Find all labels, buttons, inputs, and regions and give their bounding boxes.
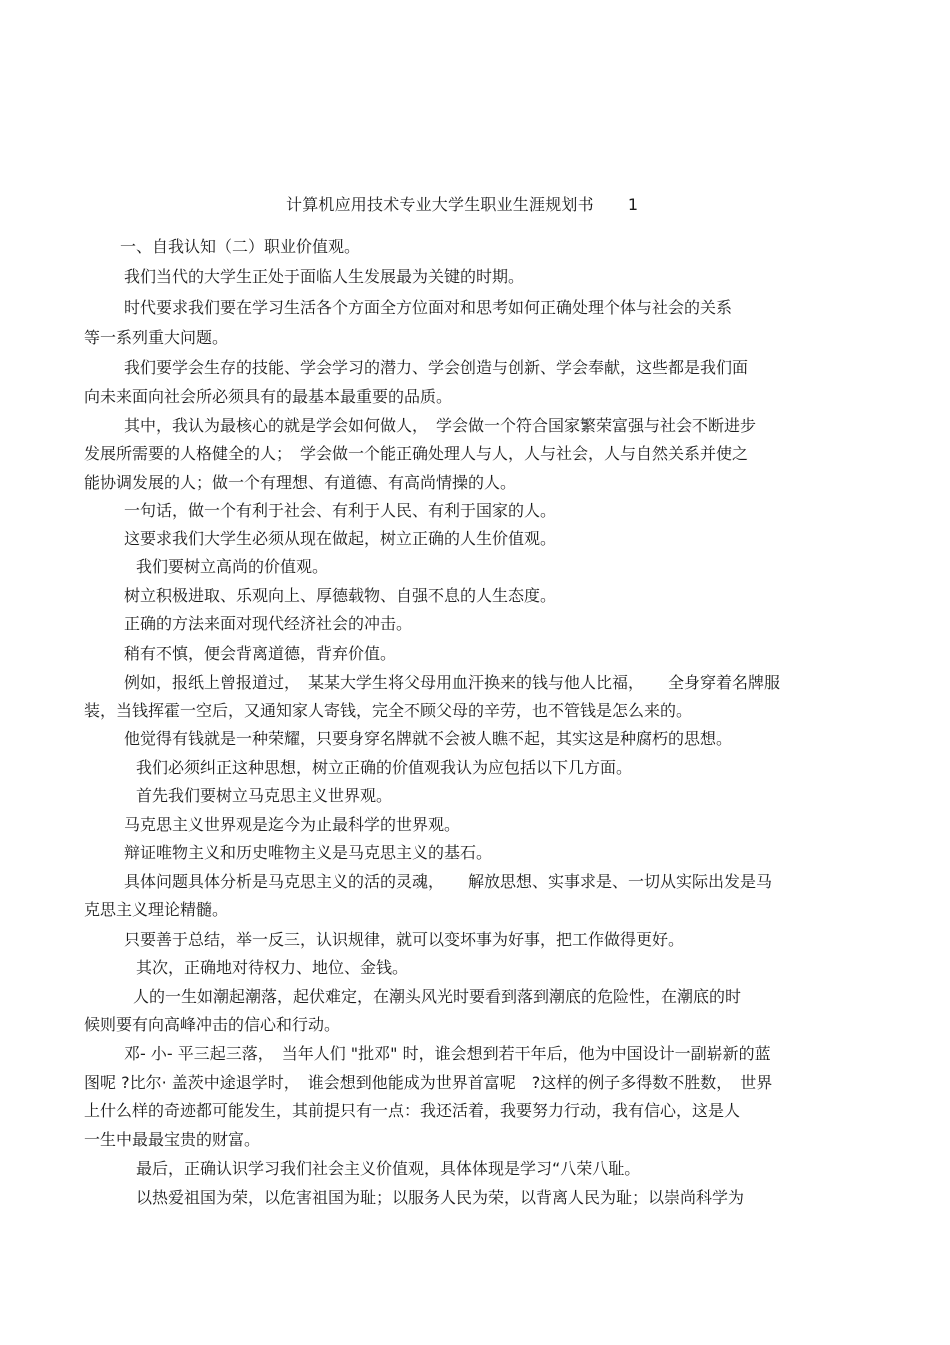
document-title: [286, 194, 638, 216]
paragraph-line: 以热爱祖国为荣，以危害祖国为耻；以服务人民为荣，以背离人民为耻；以崇尚科学为: [136, 1188, 745, 1207]
title-number: 1: [627, 195, 639, 214]
paragraph-line: 邓- 小- 平三起三落， 当年人们 "批邓" 时，谁会想到若干年后，他为中国设计一副崭新的蓝: [124, 1044, 771, 1063]
paragraph-line: 马克思主义世界观是迄今为止最科学的世界观。: [124, 815, 461, 834]
title-text: 计算机应用技术专业大学生职业生涯规划书: [286, 195, 594, 214]
paragraph-line: 最后，正确认识学习我们社会主义价值观，具体体现是学习“八荣八耻。: [136, 1159, 641, 1178]
paragraph-line: 候则要有向高峰冲击的信心和行动。: [84, 1015, 341, 1034]
paragraph-line: 只要善于总结，举一反三，认识规律，就可以变坏事为好事，把工作做得更好。: [124, 930, 685, 949]
paragraph-line: 我们必须纠正这种思想，树立正确的价值观我认为应包括以下几方面。: [136, 758, 633, 777]
paragraph-line: 这要求我们大学生必须从现在做起，树立正确的人生价值观。: [124, 529, 557, 548]
paragraph-line: 装，当钱挥霍一空后，又通知家人寄钱，完全不顾父母的辛劳，也不管钱是怎么来的。: [84, 701, 693, 720]
paragraph-line: 一句话，做一个有利于社会、有利于人民、有利于国家的人。: [124, 501, 557, 520]
paragraph-line: 时代要求我们要在学习生活各个方面全方位面对和思考如何正确处理个体与社会的关系: [124, 298, 733, 317]
paragraph-line: 图呢 ?比尔· 盖茨中途退学时， 谁会想到他能成为世界首富呢 ?这样的例子多得数不胜数， 世界: [84, 1073, 773, 1092]
paragraph-line: 例如，报纸上曾报道过， 某某大学生将父母用血汗换来的钱与他人比福， 全身穿着名牌服: [124, 673, 781, 692]
paragraph-line: 能协调发展的人；做一个有理想、有道德、有高尚情操的人。: [84, 473, 517, 492]
paragraph-line: 等一系列重大问题。: [84, 328, 229, 347]
paragraph-line: 树立积极进取、乐观向上、厚德载物、自强不息的人生态度。: [124, 586, 557, 605]
paragraph-line: 克思主义理论精髓。: [84, 900, 229, 919]
paragraph-line: 我们当代的大学生正处于面临人生发展最为关键的时期。: [124, 267, 525, 286]
paragraph-line: 其次，正确地对待权力、地位、金钱。: [136, 958, 409, 977]
paragraph-line: 向未来面向社会所必须具有的最基本最重要的品质。: [84, 387, 453, 406]
paragraph-line: 发展所需要的人格健全的人； 学会做一个能正确处理人与人，人与社会，人与自然关系并使之: [84, 444, 749, 463]
paragraph-line: 首先我们要树立马克思主义世界观。: [136, 786, 393, 805]
paragraph-line: 我们要树立高尚的价值观。: [136, 557, 329, 576]
paragraph-line: 上什么样的奇迹都可能发生，其前提只有一点：我还活着，我要努力行动，我有信心，这是人: [84, 1101, 741, 1120]
paragraph-line: 一生中最最宝贵的财富。: [84, 1130, 261, 1149]
paragraph-line: 正确的方法来面对现代经济社会的冲击。: [124, 614, 413, 633]
paragraph-line: 他觉得有钱就是一种荣耀，只要身穿名牌就不会被人瞧不起，其实这是种腐朽的思想。: [124, 729, 733, 748]
paragraph-line: 稍有不慎，便会背离道德，背弃价值。: [124, 644, 397, 663]
paragraph-line: 人的一生如潮起潮落，起伏难定，在潮头风光时要看到落到潮底的危险性，在潮底的时: [133, 987, 742, 1006]
section-heading: 一、自我认知（二）职业价值观。: [120, 237, 361, 256]
paragraph-line: 我们要学会生存的技能、学会学习的潜力、学会创造与创新、学会奉献，这些都是我们面: [124, 358, 749, 377]
paragraph-line: 具体问题具体分析是马克思主义的活的灵魂， 解放思想、实事求是、一切从实际出发是马: [124, 872, 773, 891]
paragraph-line: 其中，我认为最核心的就是学会如何做人， 学会做一个符合国家繁荣富强与社会不断进步: [124, 416, 757, 435]
paragraph-line: 辩证唯物主义和历史唯物主义是马克思主义的基石。: [124, 843, 493, 862]
